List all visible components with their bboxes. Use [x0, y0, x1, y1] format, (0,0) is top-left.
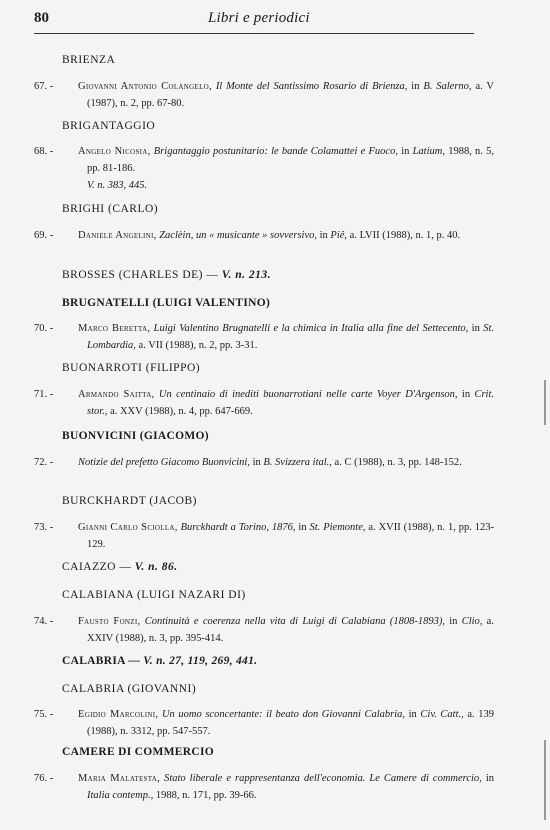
- entry-number: 76. -: [34, 773, 54, 784]
- heading-text: BURCKHARDT (JACOB): [62, 495, 197, 507]
- entry-connector: in: [316, 230, 331, 241]
- entry-citation: [78, 519, 494, 553]
- entry-details: a. C (1988), n. 3, pp. 148-152.: [331, 457, 462, 468]
- entry-connector: in: [457, 389, 475, 400]
- heading-text: CAMERE DI COMMERCIO: [62, 746, 214, 758]
- heading-text: BRIENZA: [62, 54, 116, 66]
- heading-text: BUONVICINI (GIACOMO): [62, 430, 209, 442]
- entry-title: Il Monte del Santissimo Rosario di Brienza,: [215, 81, 408, 92]
- heading-text: BRUGNATELLI (LUIGI VALENTINO): [62, 297, 271, 309]
- entry-source: Civ. Catt.,: [420, 709, 464, 720]
- bibliography-entry: [34, 706, 494, 740]
- entry-title: Un uomo sconcertante: il beato don Giovanni Calabria,: [161, 709, 406, 720]
- header-rule: [34, 33, 474, 34]
- entry-author: Maria Malatesta,: [78, 773, 161, 784]
- section-heading: [62, 120, 155, 132]
- entry-source: B. Svizzera ital.,: [263, 457, 332, 468]
- entry-title: Notizie del prefetto Giacomo Buonvicini,: [78, 457, 250, 468]
- entry-details: a. XXV (1988), n. 4, pp. 647-669.: [107, 406, 253, 417]
- section-heading: [62, 430, 209, 442]
- heading-text: BROSSES (CHARLES DE) —: [62, 269, 222, 281]
- entry-citation: [78, 706, 494, 740]
- entry-connector: in: [444, 616, 462, 627]
- entry-author: Daniele Angelini,: [78, 230, 157, 241]
- entry-number: 68. -: [34, 146, 54, 157]
- entry-details: 1988, n. 5, pp. 81-186.: [87, 146, 495, 174]
- entry-number: 73. -: [34, 522, 54, 533]
- heading-text: BRIGANTAGGIO: [62, 120, 156, 132]
- page-header: [0, 8, 550, 34]
- cross-reference: V. n. 213.: [221, 269, 271, 281]
- entry-author: Giovanni Antonio Colangelo,: [78, 81, 212, 92]
- entry-number: 69. -: [34, 230, 54, 241]
- entry-source: St. Piemonte,: [309, 522, 366, 533]
- entry-number: 67. -: [34, 81, 54, 92]
- heading-text: CALABRIA (GIOVANNI): [62, 683, 197, 695]
- entry-title: Brigantaggio postunitario: le bande Colamattei e Fuoco,: [153, 146, 398, 157]
- entry-citation: [78, 770, 494, 804]
- heading-text: BRIGHI (CARLO): [62, 203, 159, 215]
- entry-citation: [78, 454, 494, 471]
- heading-text: CALABRIA —: [62, 655, 144, 667]
- entry-number: 71. -: [34, 389, 54, 400]
- bibliography-entry: [34, 770, 494, 804]
- entry-number: 74. -: [34, 616, 54, 627]
- scan-margin-mark: [544, 380, 546, 425]
- entry-connector: in: [295, 522, 310, 533]
- entry-source: Clio,: [461, 616, 483, 627]
- bibliography-entry: [34, 78, 494, 112]
- entry-author: Fausto Fonzi,: [78, 616, 141, 627]
- entry-author: Marco Beretta,: [78, 323, 151, 334]
- heading-text: CAIAZZO —: [62, 561, 135, 573]
- entry-number: 72. -: [34, 457, 54, 468]
- entry-author: Armando Saitta,: [78, 389, 155, 400]
- entry-title: Stato liberale e rappresentanza dell'economia. Le Camere di commercio,: [164, 773, 482, 784]
- bibliography-entry: [34, 519, 494, 553]
- entry-source: B. Salerno,: [423, 81, 472, 92]
- page-number: 80: [34, 10, 49, 26]
- section-heading: [62, 683, 196, 695]
- entry-connector: in: [405, 709, 421, 720]
- section-heading: [62, 746, 214, 758]
- entry-title: Burckhardt a Torino, 1876,: [180, 522, 296, 533]
- cross-reference: V. n. 86.: [134, 561, 178, 573]
- cross-reference: V. n. 27, 119, 269, 441.: [143, 655, 258, 667]
- heading-text: BUONARROTI (FILIPPO): [62, 362, 201, 374]
- entry-title: Un centinaio di inediti buonarrotiani nelle carte Voyer D'Argenson,: [158, 389, 458, 400]
- entry-author: Egidio Marcolini,: [78, 709, 159, 720]
- entry-citation: [78, 320, 494, 354]
- entry-title: Continuità e coerenza nella vita di Luigi di Calabiana (1808-1893),: [144, 616, 445, 627]
- entry-citation: [78, 386, 494, 420]
- bibliography-entry: [34, 454, 494, 471]
- entry-title: Luigi Valentino Brugnatelli e la chimica in Italia alla fine del Settecento,: [153, 323, 469, 334]
- entry-author: Gianni Carlo Sciolla,: [78, 522, 178, 533]
- entry-details: a. XXIV (1988), n. 3, pp. 395-414.: [87, 616, 494, 644]
- bibliography-entry: [34, 227, 494, 244]
- entry-citation: [78, 143, 494, 194]
- entry-connector: in: [407, 81, 424, 92]
- running-title: Libri e periodici: [208, 10, 310, 26]
- entry-details: a. LVII (1988), n. 1, p. 40.: [347, 230, 461, 241]
- entry-connector: in: [249, 457, 264, 468]
- bibliography-entry: [34, 320, 494, 354]
- section-heading: [62, 362, 200, 374]
- entry-connector: in: [468, 323, 484, 334]
- entry-connector: in: [481, 773, 494, 784]
- entry-details: a. XVII (1988), n. 1, pp. 123-129.: [87, 522, 494, 550]
- bibliography-entry: [34, 613, 494, 647]
- entry-citation: [78, 227, 494, 244]
- entry-citation: [78, 613, 494, 647]
- section-heading: [62, 297, 270, 309]
- section-heading: [62, 495, 197, 507]
- cross-reference: V. n. 383, 445.: [87, 180, 148, 191]
- entry-details: a. V (1987), n. 2, pp. 67-80.: [87, 81, 495, 109]
- scan-margin-mark: [544, 740, 546, 820]
- bibliography-entry: [34, 386, 494, 420]
- section-heading: [62, 269, 271, 281]
- section-heading: [62, 203, 158, 215]
- entry-source: Latium,: [412, 146, 445, 157]
- heading-text: CALABIANA (LUIGI NAZARI DI): [62, 589, 246, 601]
- entry-details: a. 139 (1988), n. 3312, pp. 547-557.: [87, 709, 495, 737]
- bibliography-entry: [34, 143, 494, 194]
- entry-details: 1988, n. 171, pp. 39-66.: [153, 790, 257, 801]
- entry-source: Crit. stor.,: [87, 389, 495, 417]
- entry-number: 70. -: [34, 323, 54, 334]
- entry-citation: [78, 78, 494, 112]
- section-heading: [62, 655, 257, 667]
- entry-source: St. Lombardia,: [87, 323, 495, 351]
- section-heading: [62, 561, 178, 573]
- section-heading: [62, 589, 246, 601]
- entry-number: 75. -: [34, 709, 54, 720]
- entry-details: a. VII (1988), n. 2, pp. 3-31.: [135, 340, 258, 351]
- entry-title: Zaclèin, un « musicante » sovversivo,: [159, 230, 317, 241]
- entry-source: Piê,: [330, 230, 348, 241]
- section-heading: [62, 54, 115, 66]
- entry-connector: in: [397, 146, 413, 157]
- entry-author: Angelo Nicosia,: [78, 146, 151, 157]
- entry-source: Italia contemp.,: [87, 790, 154, 801]
